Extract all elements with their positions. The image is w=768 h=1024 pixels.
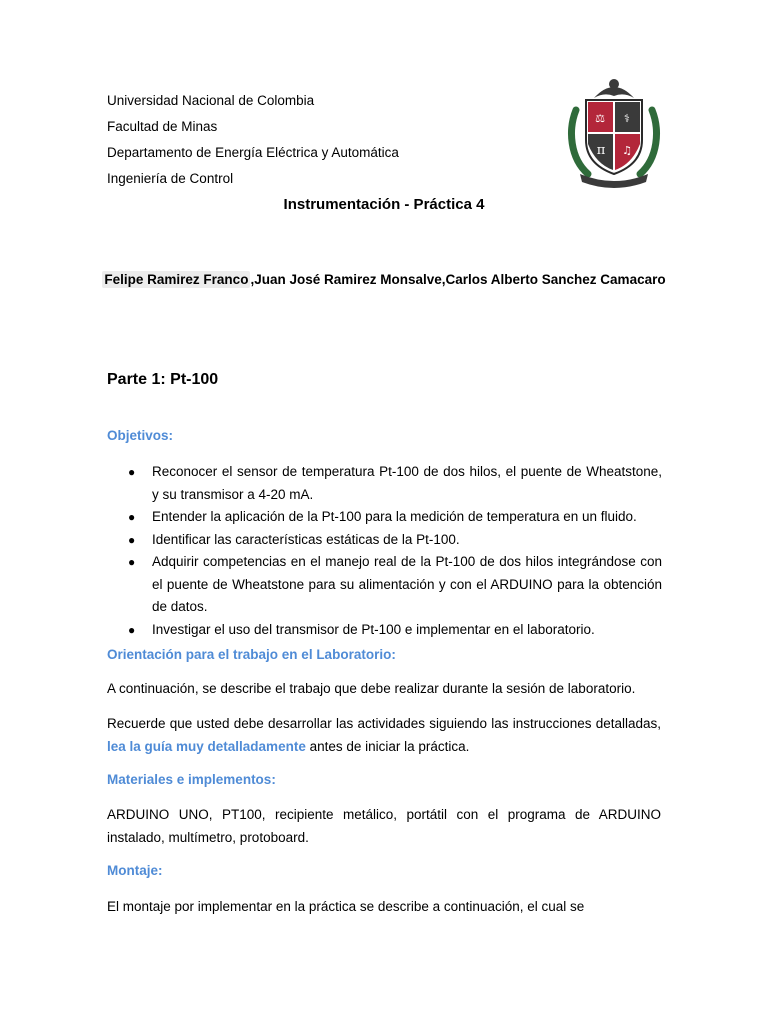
- part-heading: Parte 1: Pt-100: [107, 371, 219, 388]
- list-item-text: Identificar las características estáticas de la Pt-100.: [152, 531, 460, 547]
- montaje-paragraph: El montaje por implementar en la práctica se describe a continuación, el cual se: [107, 899, 585, 914]
- list-item-text: Investigar el uso del transmisor de Pt-100 e implementar en el laboratorio.: [152, 621, 595, 637]
- orientation-paragraph-2: [107, 713, 661, 758]
- list-item-text: Adquirir competencias en el manejo real de la Pt-100 de dos hilos integrándose con el puente de Wheatstone para su alimentación y con el ARDUINO para la obtención de datos.: [152, 554, 662, 614]
- paragraph-text: antes de iniciar la práctica.: [305, 738, 470, 754]
- paragraph-text: Recuerde que usted debe desarrollar las actividades siguiendo las instrucciones detalladas,: [107, 716, 661, 731]
- svg-text:π: π: [596, 143, 606, 158]
- university-seal-icon: [566, 70, 662, 188]
- list-item: [128, 551, 662, 619]
- materials-paragraph: ARDUINO UNO, PT100, recipiente metálico, portátil con el programa de ARDUINO instalado, multímetro, protoboard.: [107, 807, 661, 845]
- emphasis-text: lea la guía muy detalladamente: [107, 738, 306, 754]
- header-program: Ingeniería de Control: [107, 171, 234, 186]
- list-item: [128, 529, 662, 552]
- author-highlighted: Felipe Ramirez Franco: [104, 272, 249, 287]
- objectives-list: [128, 461, 662, 641]
- header-faculty: Facultad de Minas: [107, 119, 218, 134]
- materials-heading: Materiales e implementos:: [107, 772, 276, 787]
- list-item-text: Reconocer el sensor de temperatura Pt-100 de dos hilos, el puente de Wheatstone, y su transmisor a 4-20 mA.: [152, 464, 662, 502]
- header-university: Universidad Nacional de Colombia: [107, 93, 315, 108]
- svg-text:⚕: ⚕: [624, 112, 630, 125]
- montaje-heading: Montaje:: [107, 863, 163, 878]
- header-department: Departamento de Energía Eléctrica y Automática: [107, 145, 399, 160]
- objectives-heading: Objetivos:: [107, 428, 174, 443]
- bullet-icon: ●: [128, 555, 136, 569]
- bullet-icon: ●: [128, 510, 136, 524]
- bullet-icon: ●: [128, 465, 136, 479]
- list-item: [128, 619, 662, 642]
- svg-text:♫: ♫: [622, 144, 632, 157]
- orientation-paragraph-1: A continuación, se describe el trabajo que debe realizar durante la sesión de laboratorio.: [107, 681, 636, 696]
- list-item-text: Entender la aplicación de la Pt-100 para la medición de temperatura en un fluido.: [152, 509, 637, 524]
- bullet-icon: ●: [128, 622, 136, 637]
- authors-rest: ,Juan José Ramirez Monsalve,Carlos Alberto Sanchez Camacaro: [250, 272, 666, 287]
- bullet-icon: ●: [128, 532, 136, 547]
- list-item: [128, 506, 662, 529]
- authors-line: [0, 272, 768, 287]
- svg-text:⚖: ⚖: [595, 112, 605, 125]
- list-item: [128, 461, 662, 506]
- document-title: Instrumentación - Práctica 4: [283, 196, 485, 213]
- orientation-heading: Orientación para el trabajo en el Laboratorio:: [107, 647, 396, 662]
